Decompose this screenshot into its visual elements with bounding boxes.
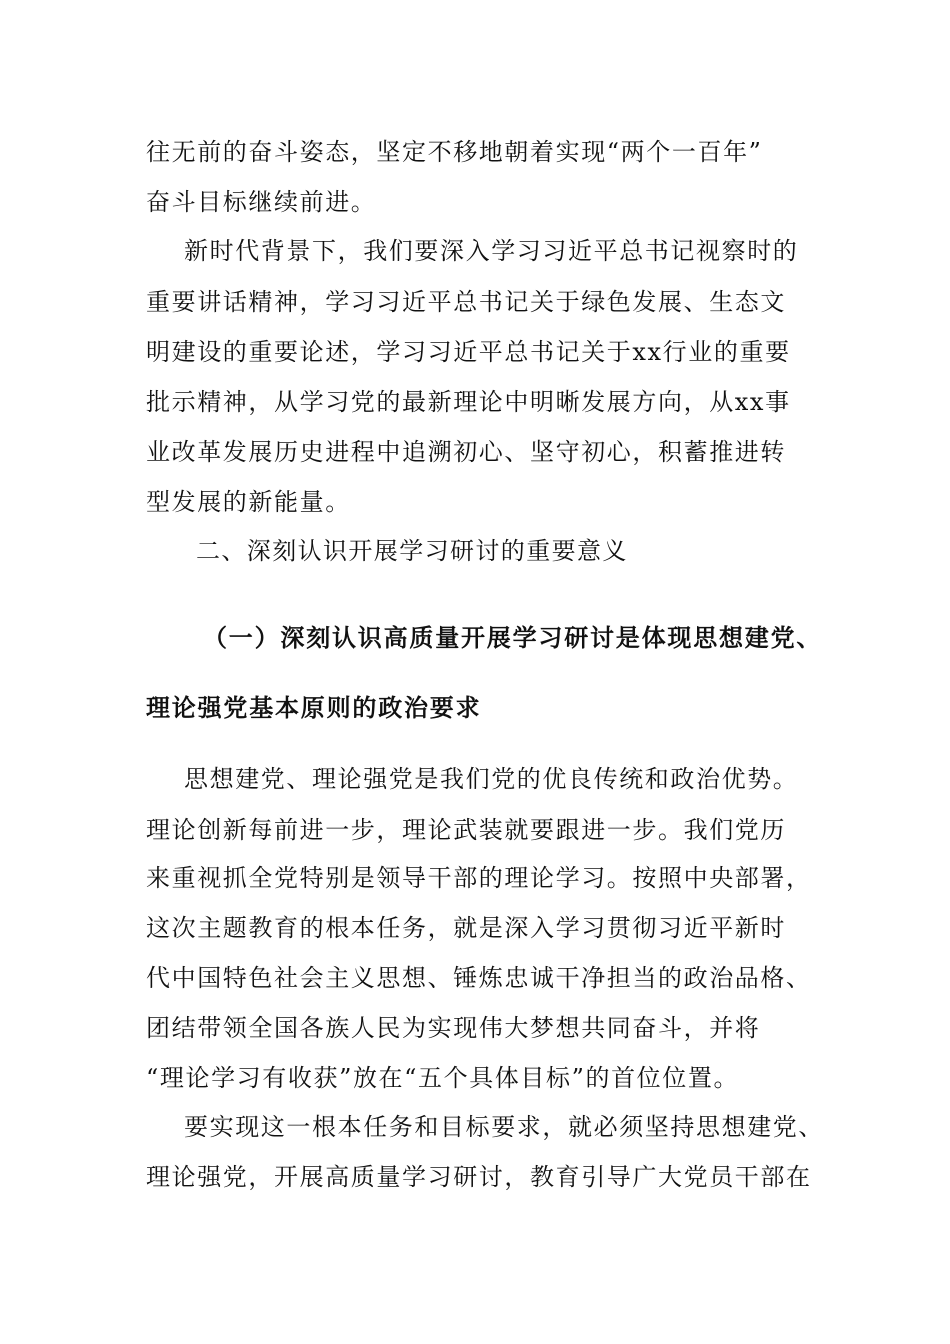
paragraph-thought-line-3: 来重视抓全党特别是领导干部的理论学习。按照中央部署， [146,864,812,892]
paragraph-thought-line-2: 理论创新每前进一步，理论武装就要跟进一步。我们党历 [146,816,786,844]
paragraph-new-era-line-4: 批示精神，从学习党的最新理论中明晰发展方向，从xx事 [146,388,791,416]
paragraph-task-line-2: 理论强党，开展高质量学习研讨，教育引导广大党员干部在 [146,1163,812,1191]
paragraph-thought-line-4: 这次主题教育的根本任务，就是深入学习贯彻习近平新时 [146,914,786,942]
paragraph-thought-line-6: 团结带领全国各族人民为实现伟大梦想共同奋斗，并将 [146,1014,761,1042]
paragraph-new-era-line-1: 新时代背景下，我们要深入学习习近平总书记视察时的 [184,237,799,265]
paragraph-thought-line-7: “理论学习有收获”放在“五个具体目标”的首位位置。 [146,1064,740,1092]
paragraph-continuation-line-2: 奋斗目标继续前进。 [146,188,377,216]
subsection-heading-line-2: 理论强党基本原则的政治要求 [146,693,482,722]
section-heading: 二、深刻认识开展学习研讨的重要意义 [196,537,628,565]
subsection-heading-line-1: （一）深刻认识高质量开展学习研讨是体现思想建党、 [203,623,823,652]
paragraph-continuation-line-1: 往无前的奋斗姿态，坚定不移地朝着实现“两个一百年” [146,138,763,166]
paragraph-task-line-1: 要实现这一根本任务和目标要求，就必须坚持思想建党、 [184,1113,824,1141]
paragraph-new-era-line-2: 重要讲话精神，学习习近平总书记关于绿色发展、生态文 [146,288,786,316]
paragraph-new-era-line-5: 业改革发展历史进程中追溯初心、坚守初心，积蓄推进转 [146,438,786,466]
paragraph-thought-line-5: 代中国特色社会主义思想、锤炼忠诚干净担当的政治品格、 [146,964,812,992]
paragraph-new-era-line-6: 型发展的新能量。 [146,488,351,516]
paragraph-new-era-line-3: 明建设的重要论述，学习习近平总书记关于xx行业的重要 [146,338,791,366]
paragraph-thought-line-1: 思想建党、理论强党是我们党的优良传统和政治优势。 [184,765,799,793]
